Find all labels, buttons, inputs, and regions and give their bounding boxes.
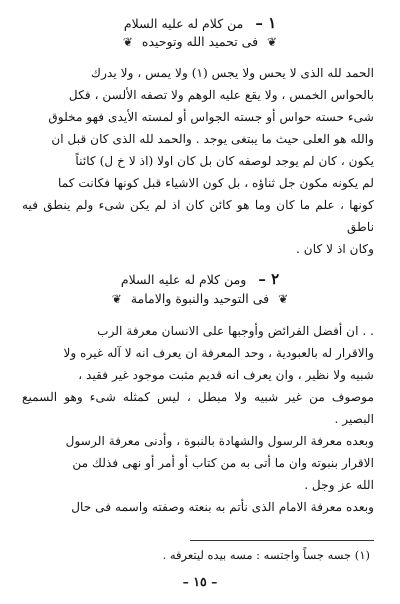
footnote-divider bbox=[190, 540, 374, 541]
section-1-heading bbox=[0, 14, 400, 33]
text-line: والاقرار له بالعبودية ، وحد المعرفة ان يعرف انه لا آله غيره ولا bbox=[63, 346, 374, 360]
ornament-icon: ❦ bbox=[278, 292, 289, 306]
section-1-subheading bbox=[0, 33, 400, 51]
text-line: يكون ، كان لم يوجد لوصفه كان بل كان اولا (اذ لا خ ل) كائناً bbox=[75, 154, 374, 168]
text-line: الاقرار بنبوته وان ما أتى به من كتاب أو أمر أو نهى فذلك من bbox=[72, 456, 374, 470]
text-line: . . ان أفضل الفرائض وأوجبها على الانسان معرفة الرب bbox=[97, 324, 374, 338]
text-line: والله هو العلى حيث ما يبتغى يوجد . والحمد لله الذى كان قبل ان bbox=[51, 132, 374, 146]
ornament-icon: ❦ bbox=[122, 35, 133, 49]
section-2-number: ٢ – bbox=[258, 270, 280, 288]
text-line: شبيه ولا نظير ، وان يعرف انه قديم مثبت موجود غير فقيد ، bbox=[78, 368, 374, 382]
text-line: الله عز وجل . bbox=[304, 478, 374, 492]
section-2-title: ومن كلام له عليه السلام bbox=[120, 272, 247, 287]
text-line: موصوف من غير شبيه ولا مبطل ، ليس كمثله شىء وهو السميع البصير . bbox=[22, 390, 374, 426]
section-2-subtitle: فى التوحيد والنبوة والامامة bbox=[130, 291, 270, 306]
section-2-subheading bbox=[0, 290, 400, 308]
text-line: لم يكونه مكون جل ثناؤه ، بل كون الاشياء قبل كونها فكانت كما bbox=[57, 176, 374, 190]
text-line: كونها ، علم ما كان وما هو كائن كان اذ لم يكن شىء ولم ينطق فيه ناطق bbox=[22, 198, 374, 234]
section-2-body bbox=[22, 320, 374, 518]
section-1-body bbox=[22, 62, 374, 260]
ornament-icon: ❦ bbox=[267, 35, 278, 49]
footnote: (١) جسه جساً واجتسه : مسه بيده ليتعرفه . bbox=[162, 548, 370, 562]
section-1-subtitle: فى تحميد الله وتوحيده bbox=[141, 34, 259, 49]
text-line: وكان اذ لا كان . bbox=[296, 242, 374, 256]
text-line: الحمد لله الذى لا يحس ولا يجس (١) ولا يمس ، ولا يدرك bbox=[91, 66, 374, 80]
section-1-number: ١ – bbox=[255, 14, 277, 32]
text-line: بالحواس الخمس ، ولا يقع عليه الوهم ولا تصفه الألسن ، فكل bbox=[68, 88, 374, 102]
text-line: شىء حسته حواس أو جسته الجواس أو لمسته الأيدى فهو مخلوق bbox=[48, 110, 374, 124]
section-2-heading bbox=[0, 270, 400, 289]
text-line: وبعده معرفة الرسول والشهادة بالنبوة ، وأدنى معرفة الرسول bbox=[65, 434, 374, 448]
text-line: وبعده معرفة الامام الذى نأتم به بنعته وصفته واسمه فى حال bbox=[71, 500, 374, 514]
ornament-icon: ❦ bbox=[111, 292, 122, 306]
section-1-title: من كلام له عليه السلام bbox=[123, 16, 244, 31]
page-number: – ١٥ – bbox=[182, 574, 218, 589]
